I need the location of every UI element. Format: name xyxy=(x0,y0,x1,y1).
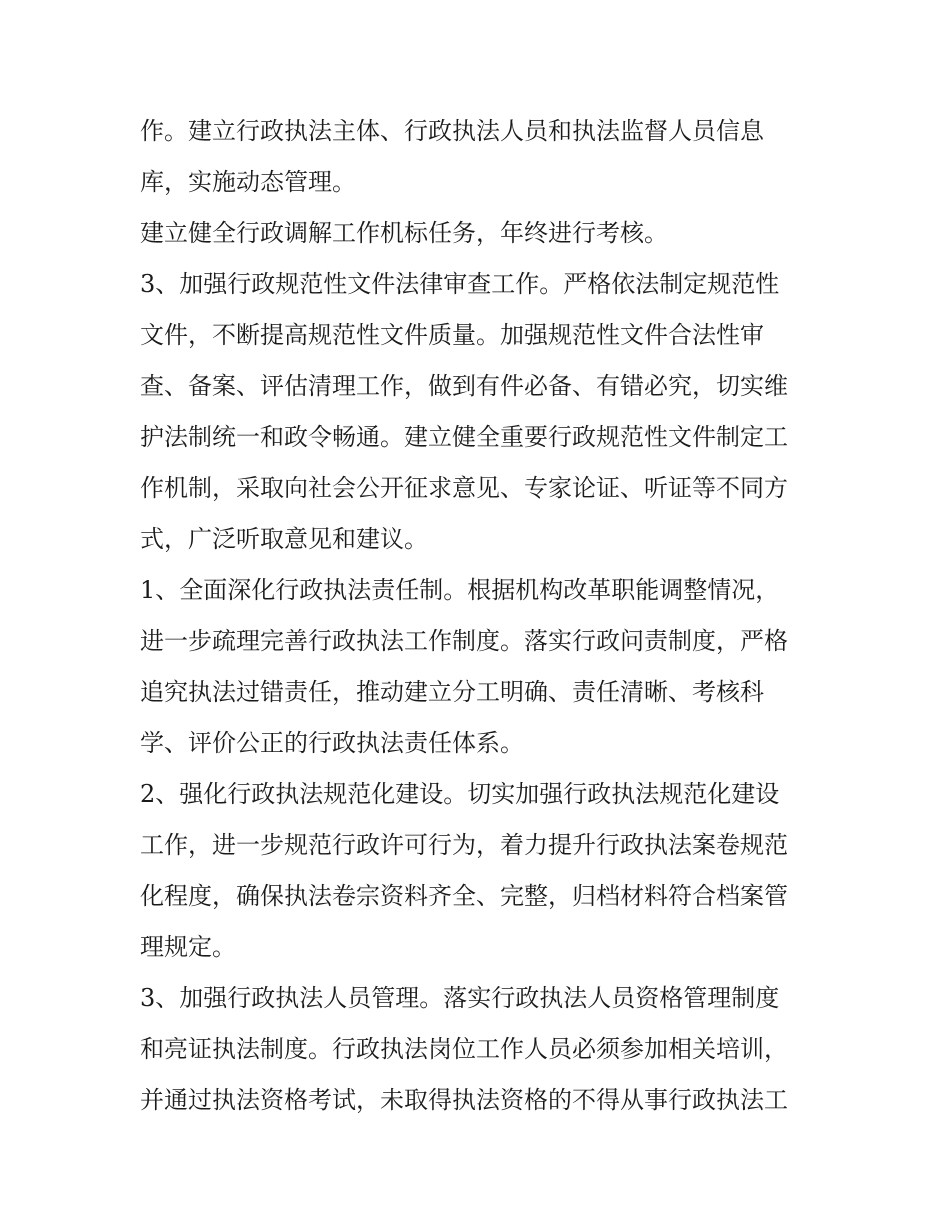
text-line: 化程度，确保执法卷宗资料齐全、完整，归档材料符合档案管 xyxy=(140,882,788,910)
text-line: 工作，进一步规范行政许可行为，着力提升行政执法案卷规范 xyxy=(140,831,788,859)
text-line: 学、评价公正的行政执法责任体系。 xyxy=(140,729,524,757)
text-line: 护法制统一和政令畅通。建立健全重要行政规范性文件制定工 xyxy=(140,423,788,451)
text-line: 和亮证执法制度。行政执法岗位工作人员必须参加相关培训， xyxy=(140,1035,788,1063)
text-line: 3、加强行政规范性文件法律审查工作。严格依法制定规范性 xyxy=(140,270,780,298)
document-body xyxy=(140,106,812,1126)
text-line: 式，广泛听取意见和建议。 xyxy=(140,525,428,553)
text-line: 2、强化行政执法规范化建设。切实加强行政执法规范化建设 xyxy=(140,780,780,808)
paragraph-continuation xyxy=(140,106,812,208)
text-line: 理规定。 xyxy=(140,933,236,961)
paragraph-standardization xyxy=(140,769,812,973)
paragraph-mediation xyxy=(140,208,812,259)
text-line: 建立健全行政调解工作机标任务，年终进行考核。 xyxy=(140,219,668,247)
text-line: 进一步疏理完善行政执法工作制度。落实行政问责制度，严格 xyxy=(140,627,788,655)
text-line: 并通过执法资格考试，未取得执法资格的不得从事行政执法工 xyxy=(140,1086,788,1114)
text-line: 作机制，采取向社会公开征求意见、专家论证、听证等不同方 xyxy=(140,474,788,502)
paragraph-normative-documents xyxy=(140,259,812,565)
paragraph-personnel-management xyxy=(140,973,812,1126)
text-line: 查、备案、评估清理工作，做到有件必备、有错必究，切实维 xyxy=(140,372,788,400)
paragraph-responsibility-system xyxy=(140,565,812,769)
text-line: 文件，不断提高规范性文件质量。加强规范性文件合法性审 xyxy=(140,321,764,349)
text-line: 库，实施动态管理。 xyxy=(140,168,356,196)
text-line: 追究执法过错责任，推动建立分工明确、责任清晰、考核科 xyxy=(140,678,764,706)
text-line: 作。建立行政执法主体、行政执法人员和执法监督人员信息 xyxy=(140,117,764,145)
text-line: 1、全面深化行政执法责任制。根据机构改革职能调整情况， xyxy=(140,576,780,604)
text-line: 3、加强行政执法人员管理。落实行政执法人员资格管理制度 xyxy=(140,984,780,1012)
